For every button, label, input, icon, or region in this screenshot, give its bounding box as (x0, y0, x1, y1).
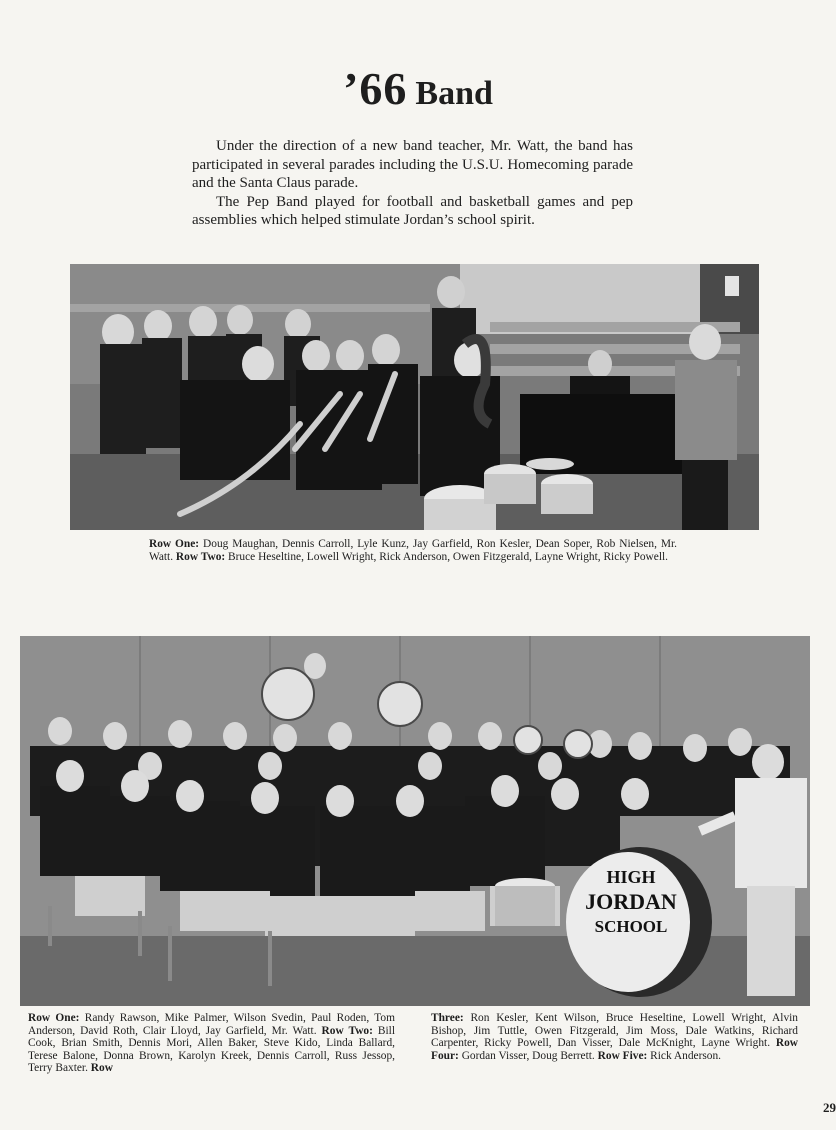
pep-band-photo-art (70, 264, 759, 530)
marching-band-photo (20, 636, 810, 1006)
marching-band-photo-art (20, 636, 810, 1006)
bass-drum-text-high: HIGH (606, 867, 656, 887)
page-number: 29 (823, 1100, 836, 1115)
caption1-row1-names: Doug Maughan, Dennis Carroll, Lyle Kunz, Jay Garfield, Ron Kesler, Dean Soper, Rob Nielsen, Mr. Watt. (149, 538, 677, 563)
caption2-row1-names: Randy Rawson, Mike Palmer, Wilson Svedin, Paul Roden, Tom Anderson, David Roth, Clair Lloyd, Jay Garfield, Mr. Watt. (28, 1012, 395, 1037)
bass-drum-lettering (575, 866, 687, 938)
bass-drum-text-school: SCHOOL (594, 917, 668, 936)
title-word: Band (415, 75, 493, 112)
caption2-row5-names: Rick Anderson. (647, 1049, 722, 1062)
caption2-row3-names: Ron Kesler, Kent Wilson, Bruce Heseltine, Lowell Wright, Alvin Bishop, Jim Tuttle, Owen Fitzgerald, Jim Moss, Dale Watkins, Richard Carpenter, Ricky Powell, Dan Visser, Dale McKnight, Layne Wright. (431, 1012, 798, 1050)
intro-text (192, 137, 633, 230)
caption2-row3-label-start: Row (87, 1062, 113, 1075)
caption2-row1-label: Row One: (28, 1012, 80, 1024)
caption1-row2-label: Row Two: (173, 550, 226, 563)
caption2-row3-label-end: Three: (431, 1012, 464, 1024)
marching-band-caption-right (431, 1012, 798, 1062)
bass-drum-text-jordan: JORDAN (585, 889, 677, 914)
caption2-row2-label: Row Two: (316, 1024, 373, 1037)
title-year: ’66 (343, 63, 408, 114)
intro-paragraph-1: Under the direction of a new band teacher, Mr. Watt, the band has participated in several parades including the U.S.U. Homecoming parade and the Santa Claus parade. (192, 138, 633, 192)
caption1-row2-names: Bruce Heseltine, Lowell Wright, Rick Anderson, Owen Fitzgerald, Layne Wright, Ricky Powell. (225, 550, 668, 563)
pep-band-photo (70, 264, 759, 530)
caption2-row2-names: Bill Cook, Brian Smith, Dennis Mori, Allen Baker, Steve Kido, Linda Ballard, Terese Balone, Donna Brown, Karolyn Kreek, Dennis Carroll, Russ Jessop, Terry Baxter. (28, 1024, 395, 1075)
marching-band-caption-left (28, 1012, 395, 1075)
caption2-row5-label: Row Five: (594, 1049, 648, 1062)
caption1-row1-label: Row One: (149, 538, 200, 550)
pep-band-caption (149, 538, 677, 563)
caption2-row4-names: Gordan Visser, Doug Berrett. (458, 1049, 595, 1062)
page-title (0, 62, 836, 115)
caption2-row4-label: Row Four: (431, 1037, 798, 1062)
intro-paragraph-2: The Pep Band played for football and basketball games and pep assemblies which helped stimulate Jordan’s school spirit. (192, 193, 633, 229)
